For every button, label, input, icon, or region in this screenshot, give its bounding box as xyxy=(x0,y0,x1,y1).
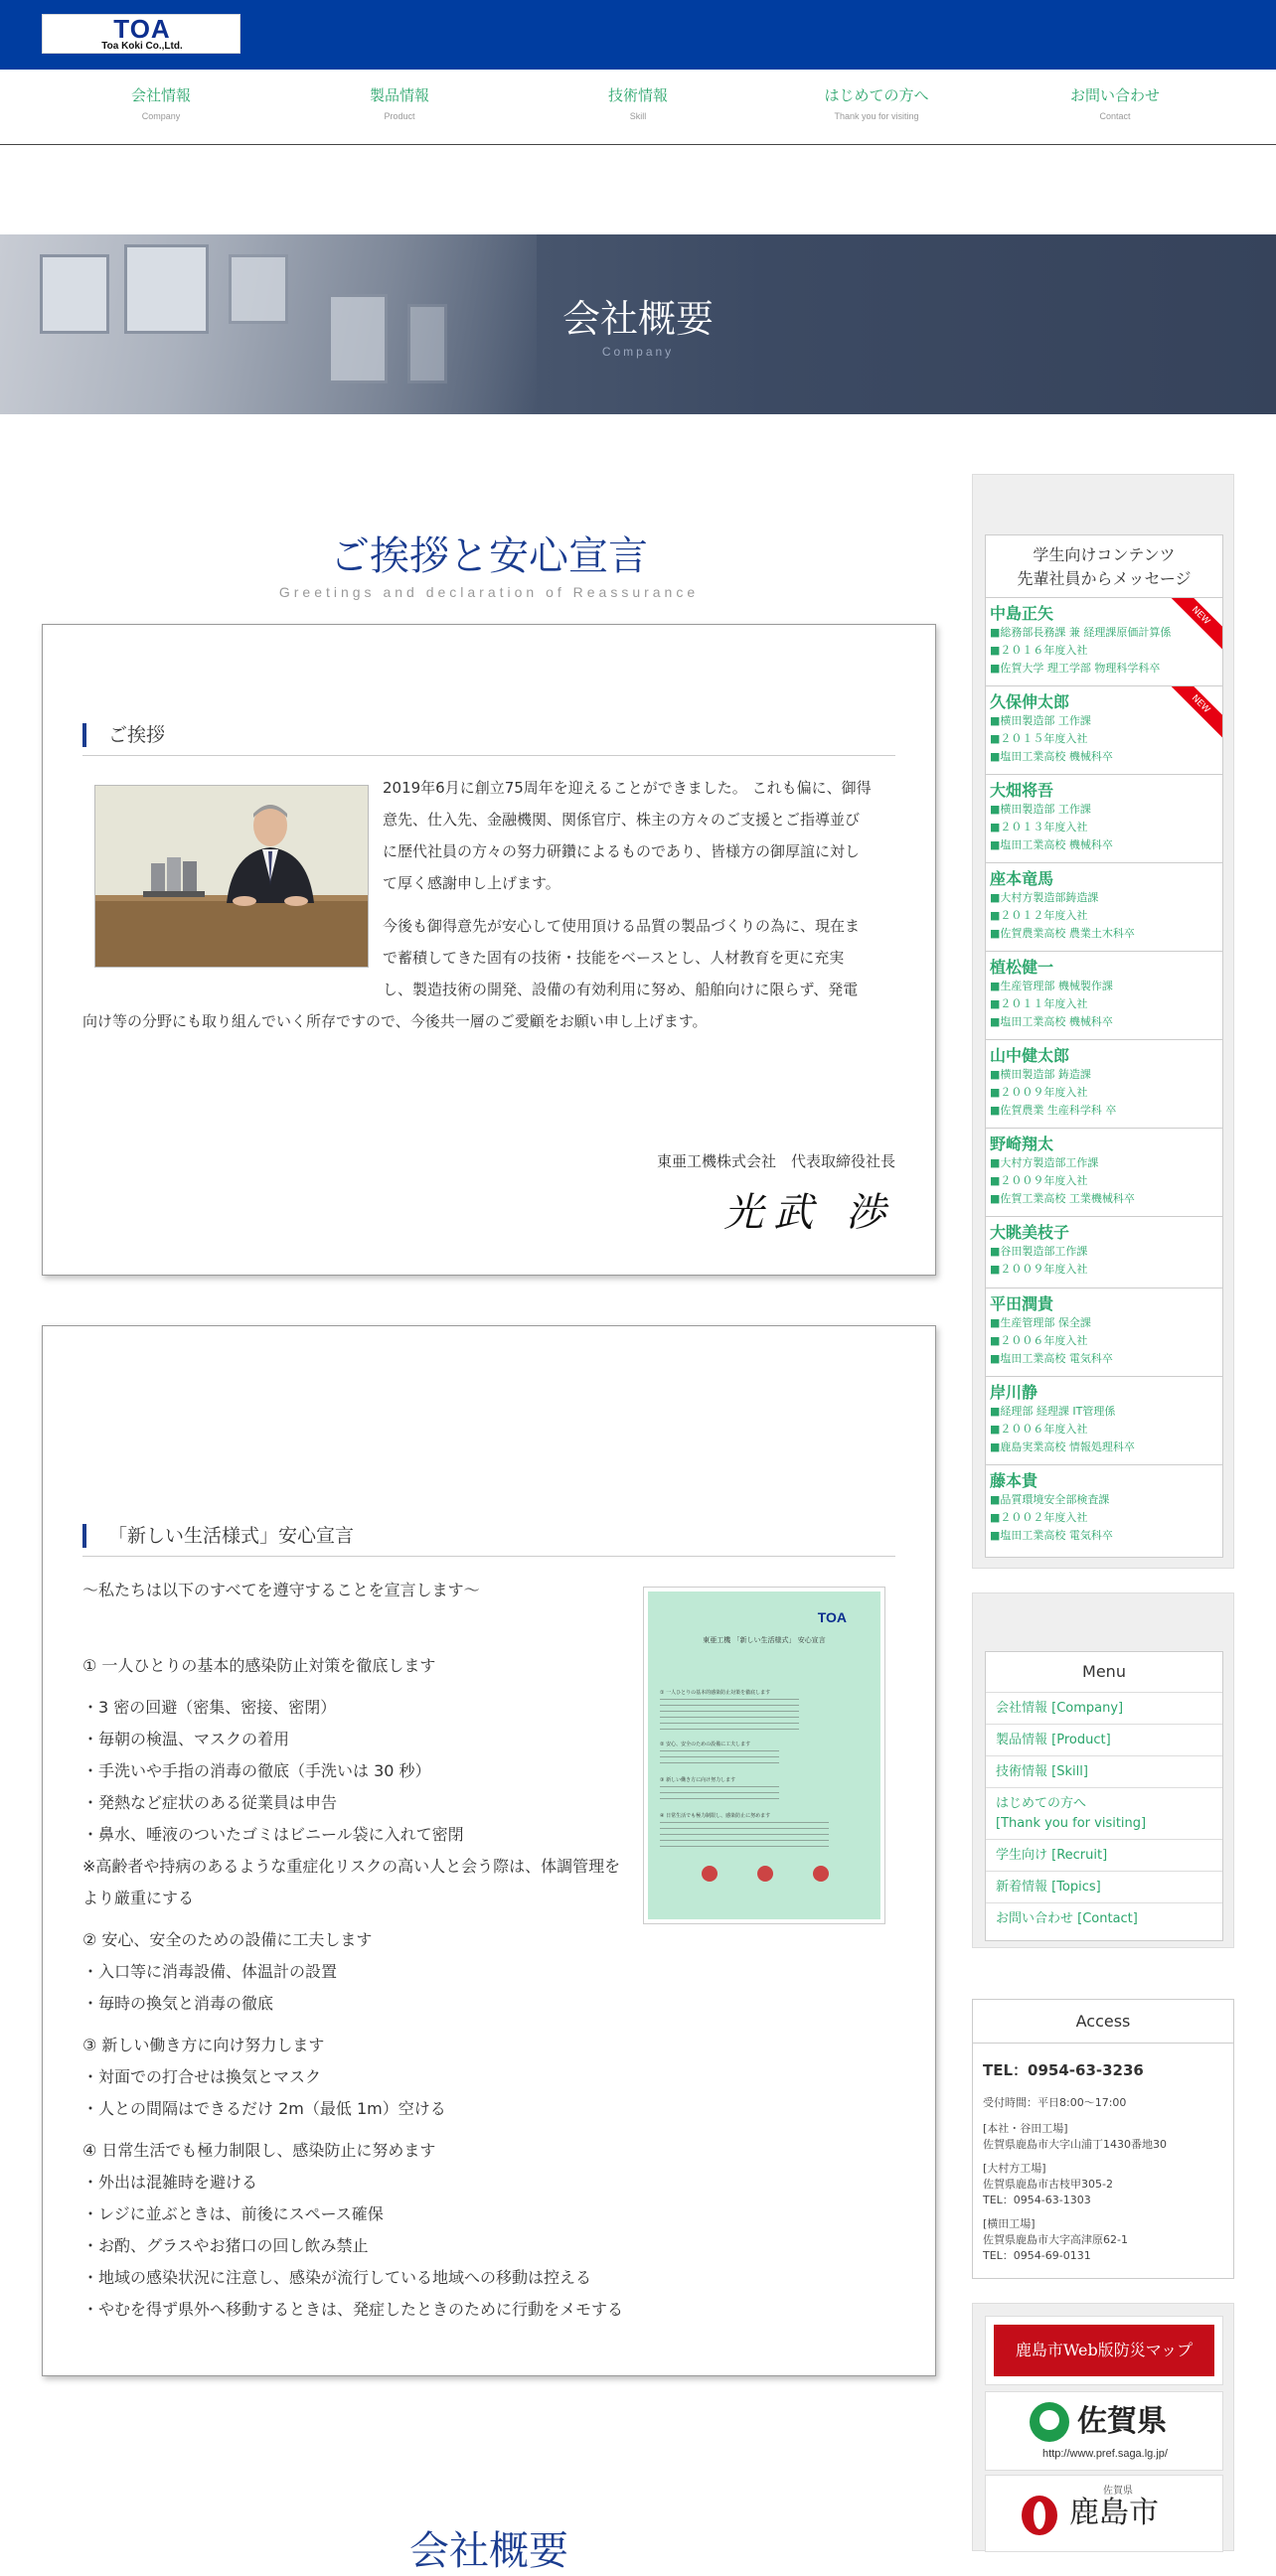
message-employee-detail: ■生産管理部 保全課 xyxy=(990,1316,1091,1329)
message-employee-detail: ■横田製造部 鋳造課 xyxy=(990,1068,1091,1081)
declaration-heading: 「新しい生活様式」安心宣言 xyxy=(82,1524,895,1548)
message-employee-name: 藤本貴 xyxy=(990,1471,1038,1490)
message-employee-name: 久保伸太郎 xyxy=(990,692,1070,711)
message-item[interactable] xyxy=(986,863,1222,952)
message-item[interactable] xyxy=(986,1129,1222,1217)
office-name: [本社・谷田工場] xyxy=(983,2122,1068,2135)
message-employee-detail: ■２００６年度入社 xyxy=(990,1334,1088,1347)
text-line: で蓄積してきた固有の技術・技能をベースとし、人材教育を更に充実 xyxy=(383,949,845,967)
message-employee-detail: ■横田製造部 工作課 xyxy=(990,803,1091,816)
new-badge: NEW xyxy=(1167,686,1222,738)
banner-box xyxy=(972,2303,1234,2551)
menu-heading: Menu xyxy=(1082,1662,1126,1681)
top-header-bar xyxy=(0,0,1276,70)
nav-sublabel: Company xyxy=(141,111,181,121)
nav-label: 技術情報 xyxy=(607,86,668,104)
heading-divider xyxy=(82,1556,895,1557)
text-line: 2019年6月に創立75周年を迎えることができました。 これも偏に、御得 xyxy=(383,779,872,797)
poster-item: ④ 日常生活でも極力制限し、感染防止に努めます xyxy=(660,1813,771,1819)
message-employee-detail: ■佐賀農業 生産科学科 卒 xyxy=(990,1104,1117,1117)
message-item[interactable] xyxy=(986,775,1222,863)
message-item[interactable] xyxy=(986,598,1222,686)
kashima-city-logo-icon xyxy=(1022,2496,1057,2535)
message-employee-detail: ■２０１５年度入社 xyxy=(990,732,1088,745)
hero-title: 会社概要 xyxy=(561,297,714,341)
greeting-paragraph-2 xyxy=(383,910,899,1005)
message-item[interactable] xyxy=(986,1288,1222,1377)
message-employee-detail: ■２００２年度入社 xyxy=(990,1511,1088,1524)
access-heading: Access xyxy=(973,2000,1233,2044)
access-box xyxy=(972,1999,1234,2279)
poster-illustration-icon xyxy=(757,1866,773,1882)
menu-list xyxy=(985,1651,1223,1941)
hero-subtitle: Company xyxy=(601,345,675,359)
signature-title: 東亜工機株式会社 代表取締役社長 xyxy=(656,1152,895,1170)
message-employee-name: 岸川静 xyxy=(990,1383,1038,1402)
declaration-item-heading: ② 安心、安全のための設備に工夫します xyxy=(82,1930,373,1949)
company-logo[interactable] xyxy=(42,14,240,54)
greeting-paragraph-2-end: 向け等の分野にも取り組んでいく所存ですので、今後共一層のご愛顧をお願い申し上げます。 xyxy=(82,1012,708,1030)
menu-link-skill[interactable]: 技術情報 [Skill] xyxy=(986,1755,1222,1787)
message-employee-detail: ■塩田工業高校 電気科卒 xyxy=(990,1352,1113,1365)
message-employee-detail: ■経理部 経理課 IT管理係 xyxy=(990,1405,1116,1418)
menu-link-recruit[interactable]: 学生向け [Recruit] xyxy=(986,1839,1222,1871)
office-name: [大村方工場] xyxy=(983,2162,1046,2175)
declaration-item: ・鼻水、唾液のついたゴミはビニール袋に入れて密閉 xyxy=(82,1825,464,1844)
menu-link-contact[interactable]: お問い合わせ [Contact] xyxy=(986,1902,1222,1934)
message-employee-detail: ■大村方製造部工作課 xyxy=(990,1156,1099,1169)
message-employee-detail: ■生産管理部 機械製作課 xyxy=(990,980,1113,992)
declaration-intro: ～私たちは以下のすべてを遵守することを宣言します～ xyxy=(82,1581,480,1599)
message-employee-name: 野崎翔太 xyxy=(990,1135,1054,1153)
poster-logo: TOA xyxy=(817,1609,847,1625)
text-line: に歴代社員の方々の努力研鑽によるものであり、皆様方の御厚誼に対し xyxy=(383,842,861,860)
declaration-poster[interactable] xyxy=(643,1587,885,1924)
message-employee-detail: ■谷田製造部工作課 xyxy=(990,1245,1088,1258)
access-tel[interactable]: TEL：0954-63-3236 xyxy=(983,2061,1144,2079)
poster-item: ② 安心、安全のための設備に工夫します xyxy=(660,1742,751,1747)
office-tel: TEL：0954-69-0131 xyxy=(983,2249,1091,2262)
nav-company[interactable] xyxy=(42,85,280,121)
logo-subtext: Toa Koki Co.,Ltd. xyxy=(101,41,183,52)
access-hours: 受付時間：平日8:00〜17:00 xyxy=(983,2096,1127,2109)
declaration-item: ・毎時の換気と消毒の徹底 xyxy=(82,1994,274,2013)
message-employee-detail: ■２００９年度入社 xyxy=(990,1263,1088,1276)
menu-link-topics[interactable]: 新着情報 [Topics] xyxy=(986,1871,1222,1902)
poster-title: 東亜工機 「新しい生活様式」 安心宣言 xyxy=(703,1636,826,1644)
message-employee-detail: ■２０１２年度入社 xyxy=(990,909,1088,922)
message-employee-name: 大眺美枝子 xyxy=(990,1223,1070,1242)
messages-heading-line-1: 学生向けコンテンツ xyxy=(1033,545,1176,564)
declaration-item: ・入口等に消毒設備、体温計の設置 xyxy=(82,1962,338,1981)
message-employee-name: 座本竜馬 xyxy=(990,869,1054,888)
kashima-city-name: 鹿島市 xyxy=(1069,2496,1159,2530)
nav-sublabel: Skill xyxy=(629,111,647,121)
text-line: 意先、仕入先、金融機関、関係官庁、株主の方々のご支援とご指導並び xyxy=(383,811,861,829)
message-employee-detail: ■塩田工業高校 機械科卒 xyxy=(990,838,1113,851)
declaration-item: ・手洗いや手指の消毒の徹底（手洗いは 30 秒） xyxy=(82,1761,431,1780)
message-employee-name: 植松健一 xyxy=(990,958,1054,977)
declaration-item: ・発熱など症状のある従業員は申告 xyxy=(82,1793,338,1812)
message-employee-detail: ■大村方製造部鋳造課 xyxy=(990,891,1099,904)
signature-name: 光武 渉 xyxy=(723,1190,895,1236)
new-badge: NEW xyxy=(1167,598,1222,650)
nav-first-visit[interactable] xyxy=(757,85,996,121)
hero-banner xyxy=(0,234,1276,414)
section-subtitle-greetings: Greetings and declaration of Reassurance xyxy=(278,584,700,600)
greeting-paragraph-1 xyxy=(383,772,899,899)
message-item[interactable] xyxy=(986,952,1222,1040)
poster-text-block xyxy=(660,1750,779,1764)
message-item[interactable] xyxy=(986,1217,1222,1288)
message-employee-name: 大畑将吾 xyxy=(990,781,1054,800)
declaration-note: ※高齢者や持病のあるような重症化リスクの高い人と会う際は、体調管理を xyxy=(82,1857,621,1876)
message-employee-detail: ■塩田工業高校 機械科卒 xyxy=(990,1015,1113,1028)
message-employee-detail: ■２０１３年度入社 xyxy=(990,821,1088,833)
message-item[interactable] xyxy=(986,1465,1222,1554)
president-photo-illustration xyxy=(95,786,369,968)
declaration-card xyxy=(42,1325,936,2376)
office-address: 佐賀県鹿島市大字山浦丁1430番地30 xyxy=(983,2138,1167,2151)
text-line: て厚く感謝申し上げます。 xyxy=(383,874,560,892)
nav-product[interactable] xyxy=(280,85,519,121)
poster-sheet xyxy=(648,1591,880,1919)
menu-link-company[interactable]: 会社情報 [Company] xyxy=(986,1692,1222,1724)
office-name: [横田工場] xyxy=(983,2217,1036,2230)
text-line: し、製造技術の開発、設備の有効利用に努め、船舶向けに限らず、発電 xyxy=(383,981,859,998)
nav-label: お問い合わせ xyxy=(1069,86,1160,104)
declaration-item-heading: ④ 日常生活でも極力制限し、感染防止に努めます xyxy=(82,2141,436,2160)
poster-item: ① 一人ひとりの基本的感染防止対策を徹底します xyxy=(660,1690,771,1696)
office-omurakata xyxy=(983,2161,1113,2208)
message-employee-detail: ■総務部長務課 兼 経理課原価計算係 xyxy=(990,626,1172,639)
nav-contact[interactable] xyxy=(996,85,1234,121)
student-messages-list xyxy=(985,534,1223,1558)
message-employee-detail: ■品質環境安全部検査課 xyxy=(990,1493,1110,1506)
declaration-item: ・毎朝の検温、マスクの着用 xyxy=(82,1730,290,1748)
message-employee-detail: ■２０１６年度入社 xyxy=(990,644,1088,657)
section-title-company-overview: 会社概要 xyxy=(409,2528,568,2574)
message-employee-detail: ■２００６年度入社 xyxy=(990,1423,1088,1436)
poster-illustration-icon xyxy=(813,1866,829,1882)
messages-heading xyxy=(986,535,1222,598)
kashima-pref-label: 佐賀県 xyxy=(1103,2486,1133,2497)
greeting-heading: ご挨拶 xyxy=(82,723,895,747)
message-employee-detail: ■塩田工業高校 電気科卒 xyxy=(990,1529,1113,1542)
main-navigation xyxy=(0,70,1276,145)
declaration-item: ・地域の感染状況に注意し、感染が流行している地域への移動は控える xyxy=(82,2268,592,2287)
office-yokota xyxy=(983,2216,1128,2264)
message-item[interactable] xyxy=(986,1040,1222,1129)
president-photo xyxy=(94,785,369,968)
bousai-map-label: 鹿島市Web版防災マップ xyxy=(994,2325,1214,2376)
nav-label: 会社情報 xyxy=(130,86,191,104)
message-item[interactable] xyxy=(986,686,1222,775)
message-employee-name: 山中健太郎 xyxy=(990,1046,1070,1065)
kashima-city-banner[interactable] xyxy=(985,2475,1223,2552)
office-head xyxy=(983,2121,1167,2153)
message-employee-detail: ■横田製造部 工作課 xyxy=(990,714,1091,727)
menu-link-first-visit[interactable] xyxy=(986,1787,1222,1839)
menu-link-product[interactable]: 製品情報 [Product] xyxy=(986,1724,1222,1755)
message-employee-detail: ■塩田工業高校 機械科卒 xyxy=(990,750,1113,763)
message-employee-detail: ■２００９年度入社 xyxy=(990,1174,1088,1187)
declaration-item: ・やむを得ず県外へ移動するときは、発症したときのために行動をメモする xyxy=(82,2300,624,2319)
poster-text-block xyxy=(660,1699,799,1735)
messages-heading-line-2: 先輩社員からメッセージ xyxy=(1017,569,1192,588)
logo-text: TOA xyxy=(113,14,171,44)
poster-text-block xyxy=(660,1822,829,1852)
nav-sublabel: Contact xyxy=(1099,111,1131,121)
greeting-card xyxy=(42,624,936,1276)
declaration-item-heading: ① 一人ひとりの基本的感染防止対策を徹底します xyxy=(82,1656,436,1675)
declaration-item: ・お酌、グラスやお猪口の回し飲み禁止 xyxy=(82,2236,369,2255)
office-tel: TEL：0954-63-1303 xyxy=(983,2194,1091,2206)
message-employee-detail: ■佐賀農業高校 農業土木科卒 xyxy=(990,927,1135,940)
menu-link-label: [Thank you for visiting] xyxy=(996,1816,1147,1831)
declaration-item: ・人との間隔はできるだけ 2m（最低 1m）空ける xyxy=(82,2099,446,2118)
message-employee-detail: ■佐賀大学 理工学部 物理科学科卒 xyxy=(990,662,1161,675)
message-employee-detail: ■佐賀工業高校 工業機械科卒 xyxy=(990,1192,1135,1205)
message-employee-name: 平田潤貴 xyxy=(990,1294,1054,1313)
poster-item: ③ 新しい働き方に向け努力します xyxy=(660,1777,736,1783)
declaration-item-heading: ③ 新しい働き方に向け努力します xyxy=(82,2036,325,2054)
declaration-note: より厳重にする xyxy=(82,1889,195,1907)
nav-sublabel: Product xyxy=(384,111,415,121)
heading-divider xyxy=(82,755,895,756)
menu-link-label: はじめての方へ xyxy=(996,1796,1087,1811)
declaration-item: ・レジに並ぶときは、前後にスペース確保 xyxy=(82,2204,384,2223)
section-title-greetings: ご挨拶と安心宣言 xyxy=(330,533,648,579)
poster-text-block xyxy=(660,1786,779,1800)
menu-box xyxy=(972,1592,1234,1948)
poster-illustration-icon xyxy=(702,1866,718,1882)
saga-pref-url: http://www.pref.saga.lg.jp/ xyxy=(1042,2448,1168,2460)
office-address: 佐賀県鹿島市大字高津原62-1 xyxy=(983,2233,1128,2246)
message-employee-name: 中島正矢 xyxy=(990,604,1054,623)
bousai-map-banner[interactable] xyxy=(985,2316,1223,2385)
saga-pref-name: 佐賀県 xyxy=(1077,2404,1167,2439)
message-employee-detail: ■鹿島実業高校 情報処理科卒 xyxy=(990,1440,1135,1453)
nav-label: はじめての方へ xyxy=(824,86,929,104)
messages-container xyxy=(986,598,1222,1554)
declaration-item: ・3 密の回避（密集、密接、密閉） xyxy=(82,1698,337,1717)
saga-pref-logo-icon xyxy=(1030,2402,1069,2442)
student-messages-box xyxy=(972,474,1234,1569)
nav-skill[interactable] xyxy=(519,85,757,121)
message-employee-detail: ■２００９年度入社 xyxy=(990,1086,1088,1099)
text-line: 今後も御得意先が安心して使用頂ける品質の製品づくりの為に、現在ま xyxy=(383,917,861,935)
declaration-item: ・対面での打合せは換気とマスク xyxy=(82,2067,322,2086)
nav-sublabel: Thank you for visiting xyxy=(834,111,919,121)
saga-pref-banner[interactable] xyxy=(985,2391,1223,2471)
nav-label: 製品情報 xyxy=(369,86,429,104)
message-employee-detail: ■２０１１年度入社 xyxy=(990,997,1088,1010)
message-item[interactable] xyxy=(986,1377,1222,1465)
declaration-item: ・外出は混雑時を避ける xyxy=(82,2173,258,2192)
office-address: 佐賀県鹿島市古枝甲305-2 xyxy=(983,2178,1113,2191)
